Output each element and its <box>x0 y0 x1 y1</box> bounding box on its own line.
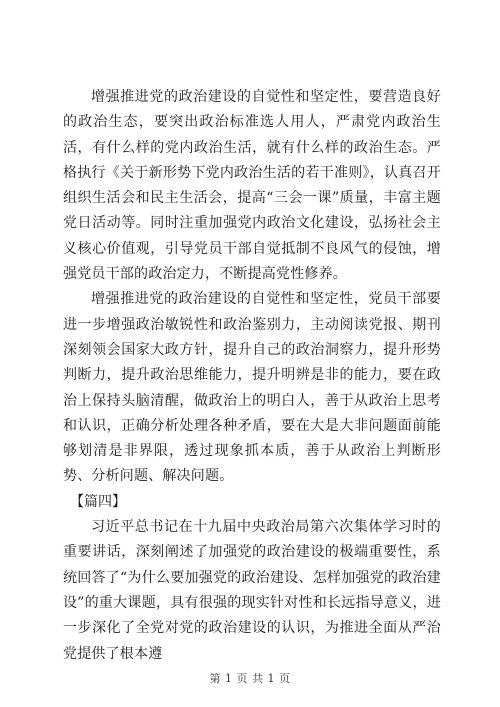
section-heading: 【篇四】 <box>70 493 126 510</box>
paragraph-political-ecology: 增强推进党的政治建设的自觉性和坚定性，要营造良好的政治生态，要突出政治标准选人用人，严肃党内政治生活，有什么样的党内政治生活，就有什么样的政治生态。严格执行《关于新形势下党内政治生活的若干准则》，认真召开组织生活会和民主生活会，提高“三会一课”质量，丰富主题党日活动等。同时注重加强党内政治文化建设，弘扬社会主义核心价值观，引导党员干部自觉抵制不良风气的侵蚀，增强党员干部的政治定力，不断提高党性修养。 <box>63 89 441 283</box>
paragraph-political-sensitivity: 增强推进党的政治建设的自觉性和坚定性，党员干部要进一步增强政治敏锐性和政治鉴别力，主动阅读党报、期刊深刻领会国家大政方针，提升自己的政治洞察力，提升形势判断力，提升政治思维能力，提升明辨是非的能力，要在政治上保持头脑清醒，做政治上的明白人，善于从政治上思考和认识，正确分析处理各种矛盾，要在大是大非问题面前能够划清是非界限，透过现象抓本质，善于从政治上判断形势、分析问题、解决问题。 <box>63 291 441 485</box>
page-footer: 第 1 页 共 1 页 <box>209 672 291 685</box>
document-body <box>63 85 441 667</box>
paragraph-section-four: 习近平总书记在十九届中央政治局第六次集体学习时的重要讲话，深刻阐述了加强党的政治建设的极端重要性，系统回答了“为什么要加强党的政治建设、怎样加强党的政治建设”的重大课题，具有很强的现实针对性和长远指导意义，进一步深化了全党对党的政治建设的认识，为推进全面从严治党提供了根本遵 <box>63 519 441 662</box>
